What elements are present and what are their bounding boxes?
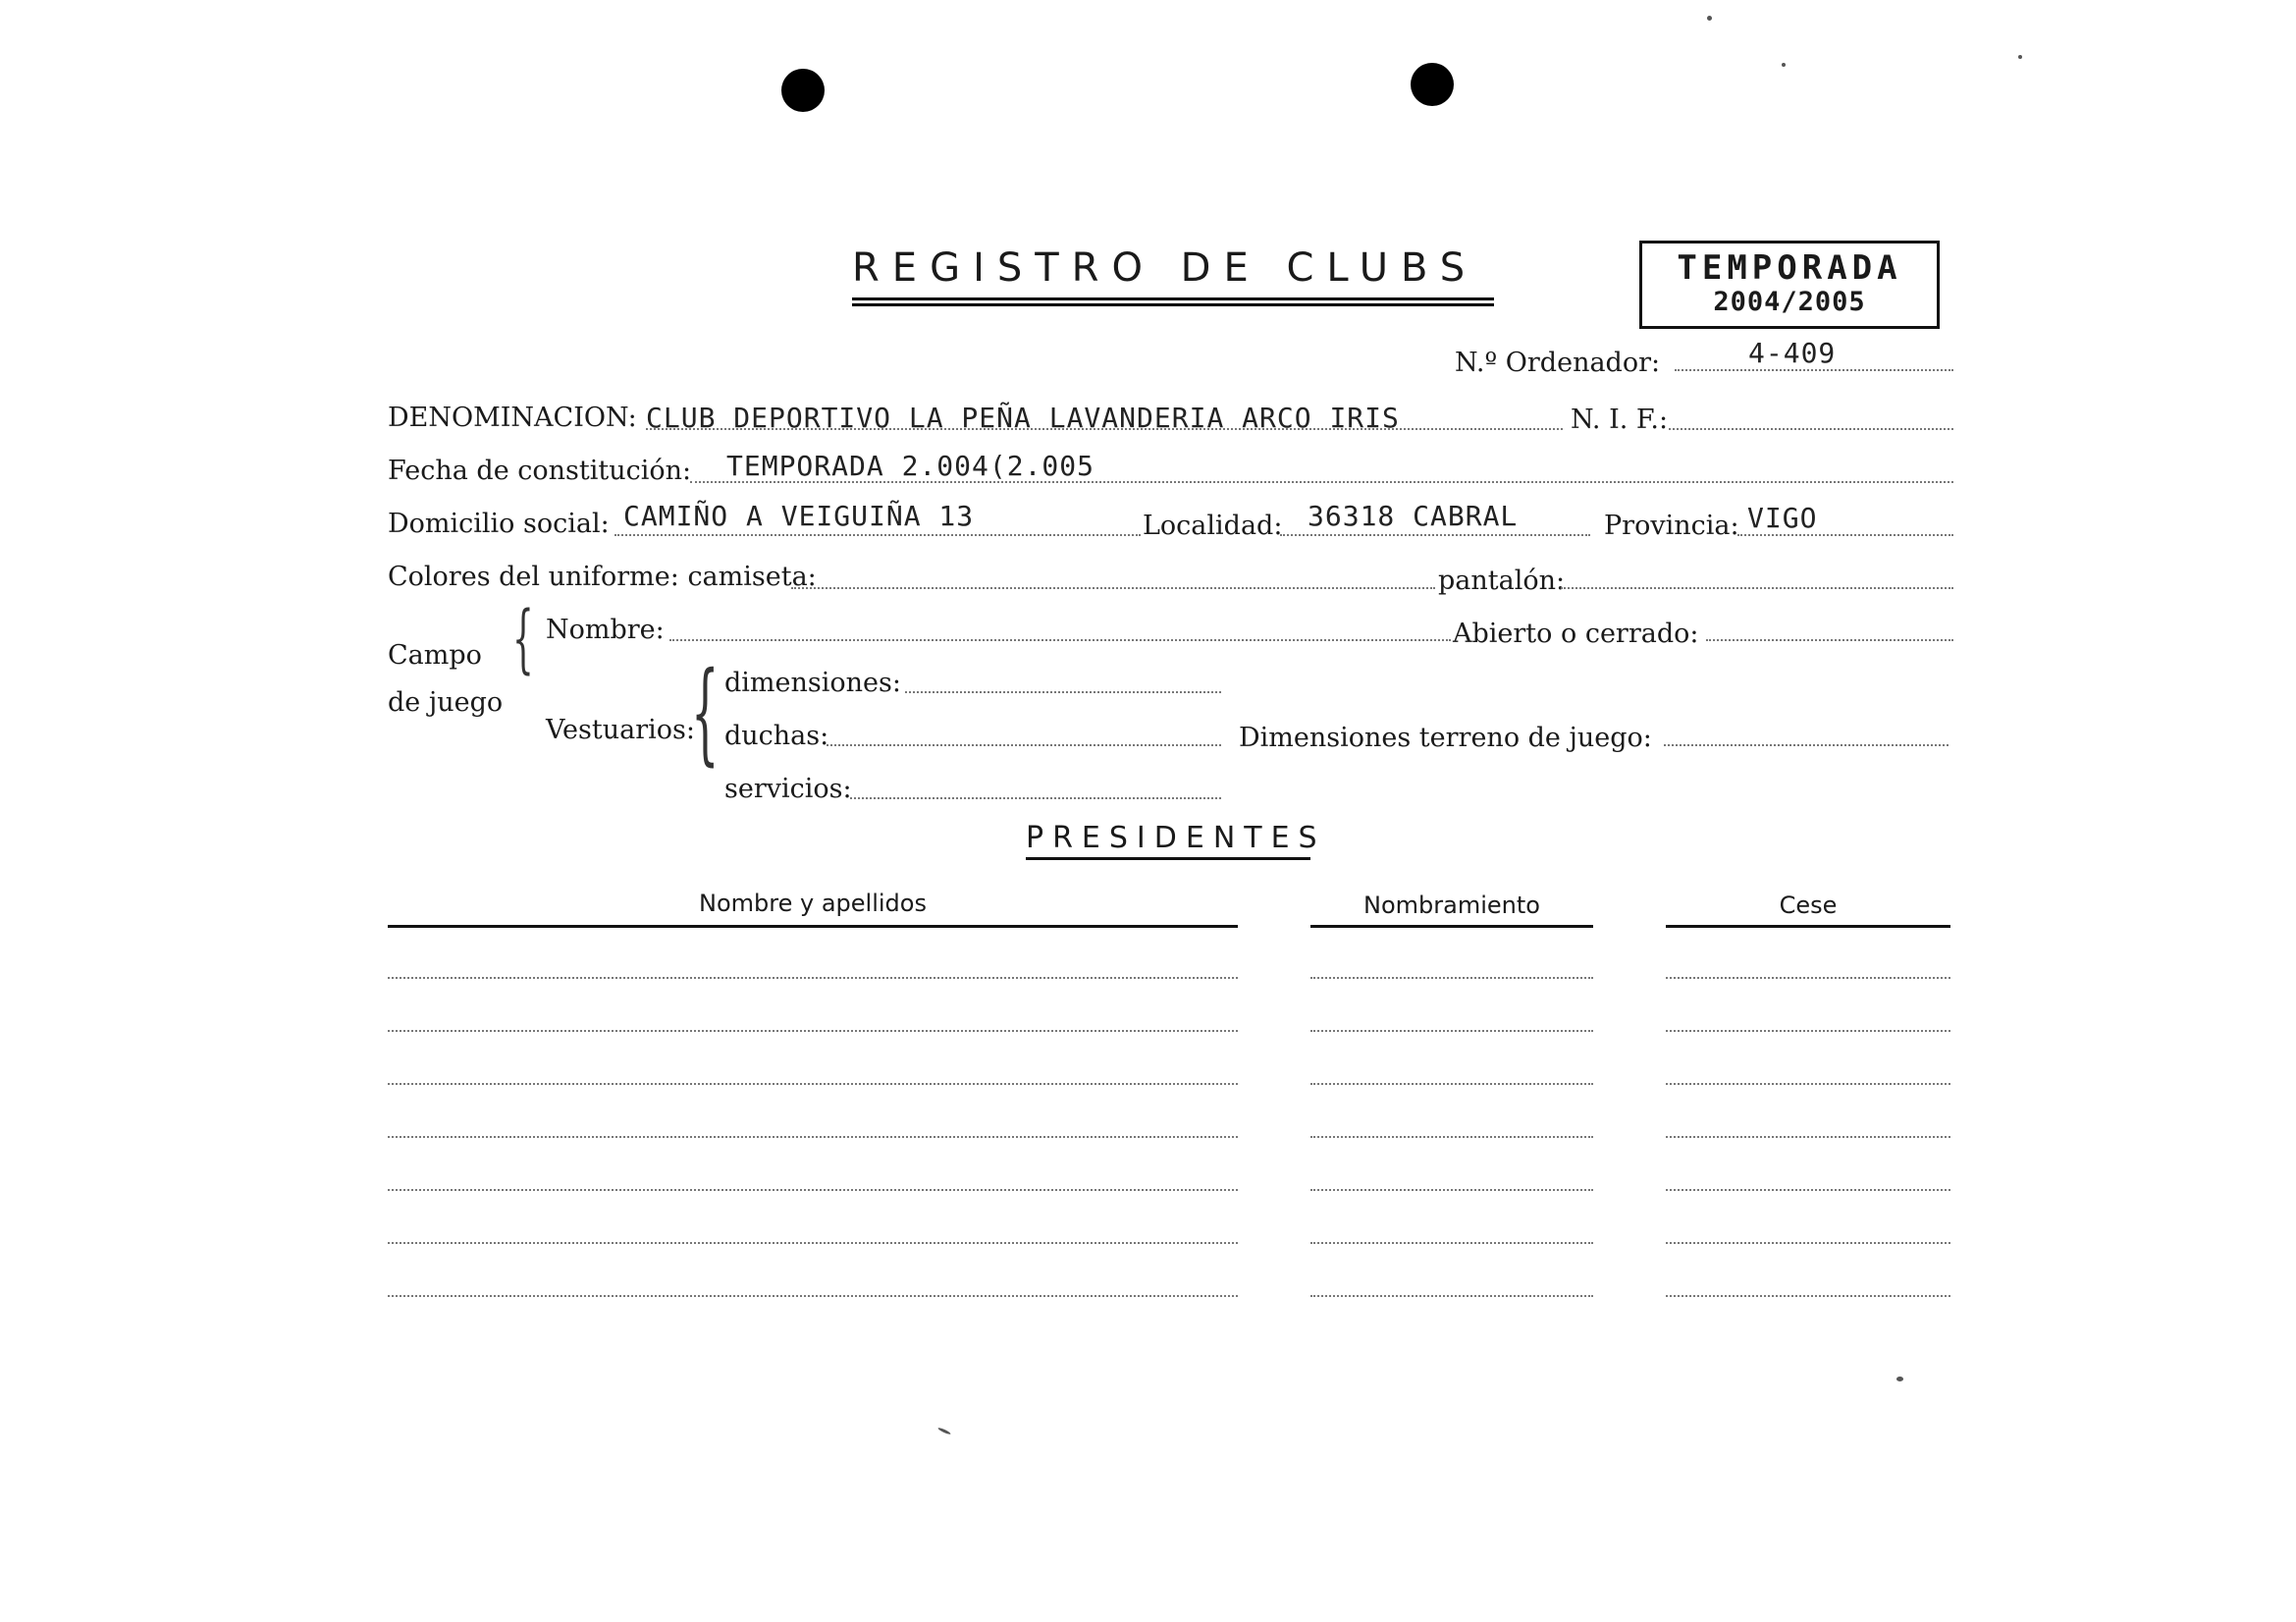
speck: [1896, 1377, 1903, 1381]
localidad-value: 36318 CABRAL: [1308, 500, 1519, 532]
duchas-label: duchas:: [724, 721, 829, 751]
localidad-line: [1280, 534, 1590, 536]
table-row-line: [1310, 1030, 1593, 1032]
duchas-line: [827, 744, 1221, 746]
terreno-label: Dimensiones terreno de juego:: [1239, 723, 1652, 753]
col-rule-nombre: [388, 925, 1238, 928]
col-header-nombramiento: Nombramiento: [1363, 892, 1540, 919]
localidad-label: Localidad:: [1143, 511, 1283, 541]
form-title: REGISTRO DE CLUBS: [852, 245, 1478, 291]
table-row-line: [1310, 1295, 1593, 1297]
title-underline: [852, 303, 1494, 306]
fecha-value: TEMPORADA 2.004(2.005: [726, 450, 1095, 482]
pantalon-label: pantalón:: [1438, 566, 1566, 596]
vestuarios-label: Vestuarios:: [546, 715, 695, 745]
table-row-line: [1666, 1295, 1950, 1297]
pantalon-line: [1561, 587, 1953, 589]
table-row-line: [1310, 1136, 1593, 1138]
abierto-line: [1706, 639, 1953, 641]
table-row-line: [1666, 1030, 1950, 1032]
nif-label: N. I. F.:: [1571, 405, 1669, 435]
stamp-line1: TEMPORADA: [1677, 248, 1902, 288]
speck: [1707, 16, 1712, 21]
denominacion-value: CLUB DEPORTIVO LA PEÑA LAVANDERIA ARCO IRIS: [646, 402, 1400, 434]
campo-nombre-line: [669, 639, 1451, 641]
table-row-line: [1310, 977, 1593, 979]
campo-label-2: de juego: [388, 687, 504, 718]
servicios-label: servicios:: [724, 774, 852, 804]
campo-nombre-label: Nombre:: [546, 615, 665, 645]
table-row-line: [388, 1083, 1238, 1085]
presidentes-underline: [1026, 857, 1310, 860]
table-row-line: [1666, 977, 1950, 979]
colores-label: Colores del uniforme: camiseta:: [388, 562, 817, 592]
table-row-line: [388, 1295, 1238, 1297]
abierto-label: Abierto o cerrado:: [1453, 619, 1699, 649]
col-header-cese: Cese: [1779, 892, 1838, 919]
campo-label: Campo: [388, 640, 482, 671]
terreno-line: [1664, 744, 1949, 746]
table-row-line: [1666, 1136, 1950, 1138]
speck: [2018, 55, 2022, 59]
camiseta-line: [791, 587, 1435, 589]
title-underline: [852, 297, 1494, 300]
domicilio-label: Domicilio social:: [388, 509, 610, 539]
table-row-line: [1310, 1189, 1593, 1191]
table-row-line: [1666, 1189, 1950, 1191]
table-row-line: [388, 1030, 1238, 1032]
stamp-line2: 2004/2005: [1713, 287, 1866, 317]
fecha-label: Fecha de constitución:: [388, 456, 692, 486]
punch-hole-left: [781, 69, 825, 112]
speck: [937, 1427, 951, 1435]
col-rule-nombramiento: [1310, 925, 1593, 928]
servicios-line: [850, 797, 1221, 799]
campo-brace: {: [512, 594, 534, 681]
col-rule-cese: [1666, 925, 1950, 928]
presidentes-title: PRESIDENTES: [1026, 821, 1326, 855]
speck: [1782, 63, 1786, 67]
provincia-line: [1737, 534, 1953, 536]
ordenador-value: 4-409: [1748, 337, 1837, 369]
dimensiones-line: [905, 691, 1221, 693]
denominacion-label: DENOMINACION:: [388, 403, 637, 433]
table-row-line: [388, 1189, 1238, 1191]
nif-line: [1669, 428, 1953, 430]
table-row-line: [388, 977, 1238, 979]
ordenador-label: N.º Ordenador:: [1455, 348, 1661, 378]
table-row-line: [1310, 1083, 1593, 1085]
table-row-line: [388, 1242, 1238, 1244]
table-row-line: [388, 1136, 1238, 1138]
domicilio-value: CAMIÑO A VEIGUIÑA 13: [623, 500, 975, 532]
season-stamp: [1639, 241, 1940, 329]
provincia-label: Provincia:: [1604, 511, 1739, 541]
table-row-line: [1666, 1242, 1950, 1244]
col-header-nombre: Nombre y apellidos: [699, 890, 927, 917]
dimensiones-label: dimensiones:: [724, 668, 901, 698]
table-row-line: [1666, 1083, 1950, 1085]
vestuarios-brace: {: [691, 649, 720, 777]
provincia-value: VIGO: [1747, 502, 1818, 534]
punch-hole-right: [1411, 63, 1454, 106]
table-row-line: [1310, 1242, 1593, 1244]
domicilio-line: [614, 534, 1141, 536]
ordenador-line: [1675, 369, 1953, 371]
